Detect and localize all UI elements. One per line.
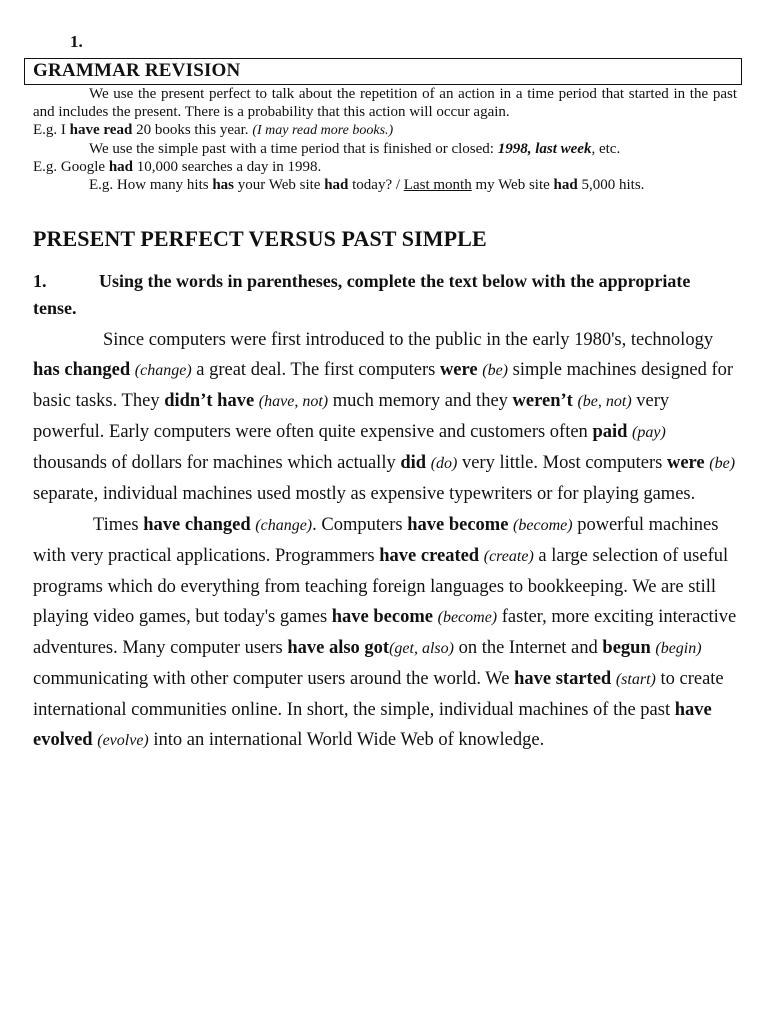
answer-verb: weren’t [512,391,573,412]
answer-verb: begun [602,637,651,658]
answer-verb: have become [407,514,509,535]
text-segment: simple machines designed for basic tasks. They [33,360,734,412]
page-number: 1. [70,32,83,51]
answer-verb: were [666,453,705,474]
past-simple-rule: We use the simple past with a time period that is finished or closed: 1998, last week, etc. [89,141,621,157]
exercise-paragraph-1 [33,325,738,510]
answer-verb: have become [331,606,433,627]
text-segment: much memory and they [328,391,513,412]
text-segment: a great deal. The first computers [191,360,440,381]
text-segment: very powerful. Early computers were often quite expensive and customers often [33,391,670,443]
verb-hint: (become) [437,608,498,626]
answer-verb: have created [379,545,480,566]
verb-hint: (create) [483,547,534,565]
present-perfect-example: E.g. I have read 20 books this year. (I may read more books.) [33,122,394,138]
text-segment: thousands of dollars for machines which actually [33,453,401,474]
grammar-revision-title: GRAMMAR REVISION [33,60,241,81]
answer-verb: didn’t have [164,391,255,412]
verb-hint: (have, not) [258,393,329,411]
text-segment: powerful machines with very practical applications. Programmers [33,514,719,566]
text-segment: on the Internet and [453,637,603,658]
answer-verb: were [439,360,478,381]
text-segment: into an international World Wide Web of knowledge. [148,730,545,751]
past-simple-example: E.g. Google had 10,000 searches a day in 1998. [33,159,322,175]
text-segment: faster, more exciting interactive adventures. Many computer users [33,606,737,658]
exercise-instruction [33,268,723,322]
answer-verb: have also got [287,637,390,658]
text-segment: separate, individual machines used mostly as expensive typewriters or for playing games. [33,484,696,505]
text-segment: Since computers were first introduced to the public in the early 1980's, technology [103,330,714,350]
verb-hint: (start) [615,671,656,689]
text-segment: a large selection of useful programs which do everything from teaching foreign languages to bookkeeping. We are still playing video games, but today's games [33,545,729,627]
answer-verb: has changed [33,360,131,381]
verb-hint: (pay) [632,424,666,442]
answer-verb: paid [592,422,628,443]
verb-hint: (be) [709,455,736,473]
exercise-instruction-text: Using the words in parentheses, complete the text below with the appropriate tense. [33,271,691,318]
verb-hint: (change) [134,362,192,380]
exercise-number: 1. [33,271,47,291]
section-heading: PRESENT PERFECT VERSUS PAST SIMPLE [33,226,487,251]
contrast-example: E.g. How many hits has your Web site had today? / Last month my Web site had 5,000 hits. [89,177,645,193]
verb-hint: (become) [513,516,573,534]
text-segment: communicating with other computer users around the world. We [33,669,515,690]
verb-hint: (begin) [655,639,702,657]
text-segment: . Computers [312,514,408,535]
verb-hint: (be) [482,362,508,380]
exercise-paragraph-2 [33,510,738,757]
text-segment: to create international communities online. In short, the simple, individual machines of the past [33,669,724,721]
verb-hint: (be, not) [577,393,632,411]
verb-hint: (evolve) [97,732,149,750]
verb-hint: (change) [255,516,313,534]
verb-hint: (do) [430,455,458,473]
grammar-revision-box [24,58,742,85]
answer-verb: have evolved [33,700,712,751]
answer-verb: have changed [143,514,251,535]
exercise-text [33,325,738,756]
verb-hint: (get, also) [389,639,454,657]
answer-verb: did [400,453,427,474]
present-perfect-rule: We use the present perfect to talk about the repetition of an action in a time period that started in the past and includes the present. There is a probability that this action will occur again. [33,86,737,120]
text-segment: Times [93,514,144,535]
text-segment: very little. Most computers [457,453,667,474]
grammar-revision-notes [33,85,737,194]
answer-verb: have started [514,669,612,690]
